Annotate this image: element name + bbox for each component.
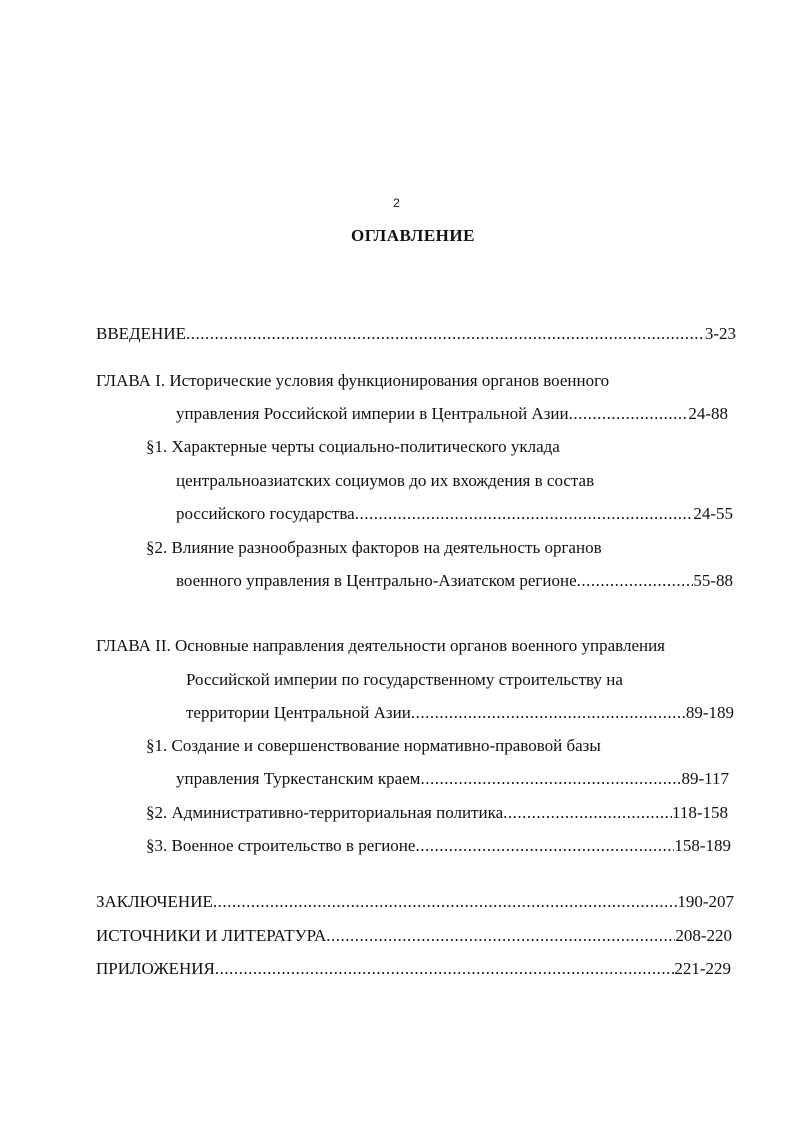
page-title: ОГЛАВЛЕНИЕ [351, 226, 475, 245]
dot-leader [569, 402, 689, 426]
toc-entry-text: §2. Административно-территориальная политика [146, 803, 504, 822]
dot-leader [420, 767, 681, 791]
chapter1-section1-line2: центральноазиатских социумов до их вхождения в состав [176, 471, 595, 490]
toc-entry-pages: 118-158 [671, 803, 728, 822]
chapter1-heading-line1: ГЛАВА I. Исторические условия функционирования органов военного [96, 371, 610, 390]
toc-entry-text: военного управления в Центрально-Азиатском регионе [176, 571, 577, 590]
toc-entry-text: §3. Военное строительство в регионе [146, 836, 416, 855]
toc-entry-conclusion [96, 890, 734, 914]
toc-entry-chapter2-section1 [176, 767, 729, 791]
chapter2-section1-line1: §1. Создание и совершенствование нормативно-правовой базы [146, 736, 601, 755]
dot-leader [326, 924, 675, 948]
toc-entry-introduction [96, 322, 736, 346]
dot-leader [411, 701, 686, 725]
toc-entry-chapter2 [186, 701, 734, 725]
toc-entry-appendix [96, 957, 731, 981]
dot-leader [355, 502, 694, 526]
toc-entry-pages: 221-229 [674, 959, 731, 978]
toc-entry-pages: 89-117 [681, 769, 729, 788]
toc-entry-pages: 55-88 [693, 571, 733, 590]
toc-entry-text: российского государства [176, 504, 355, 523]
toc-entry-pages: 158-189 [674, 836, 731, 855]
toc-entry-pages: 24-55 [693, 504, 733, 523]
toc-entry-text: ИСТОЧНИКИ И ЛИТЕРАТУРА [96, 926, 327, 945]
toc-entry-text: ЗАКЛЮЧЕНИЕ [96, 892, 213, 911]
chapter2-heading-line1: ГЛАВА II. Основные направления деятельности органов военного управления [96, 636, 666, 655]
dot-leader [186, 322, 705, 346]
toc-entry-chapter2-section2 [146, 801, 728, 825]
dot-leader [215, 957, 674, 981]
toc-entry-text: управления Туркестанским краем [176, 769, 421, 788]
chapter2-heading-line2: Российской империи по государственному строительству на [186, 670, 623, 689]
toc-entry-pages: 89-189 [685, 703, 734, 722]
toc-entry-pages: 190-207 [677, 892, 734, 911]
toc-entry-chapter1-section1 [176, 502, 733, 526]
chapter1-section2-line1: §2. Влияние разнообразных факторов на деятельность органов [146, 538, 602, 557]
toc-entry-text: территории Центральной Азии [186, 703, 411, 722]
toc-entry-pages: 24-88 [688, 404, 728, 423]
toc-entry-chapter2-section3 [146, 834, 731, 858]
dot-leader [415, 834, 674, 858]
dot-leader [213, 890, 677, 914]
dot-leader [577, 569, 694, 593]
toc-entry-text: ВВЕДЕНИЕ [96, 324, 186, 343]
toc-entry-text: управления Российской империи в Центральной Азии [176, 404, 569, 423]
dot-leader [503, 801, 672, 825]
page-number: 2 [393, 196, 400, 210]
toc-entry-chapter1 [176, 402, 728, 426]
toc-entry-chapter1-section2 [176, 569, 733, 593]
chapter1-section1-line1: §1. Характерные черты социально-политического уклада [146, 437, 560, 456]
toc-entry-pages: 208-220 [675, 926, 732, 945]
toc-entry-pages: 3-23 [704, 324, 736, 343]
toc-entry-sources [96, 924, 732, 948]
toc-entry-text: ПРИЛОЖЕНИЯ [96, 959, 215, 978]
